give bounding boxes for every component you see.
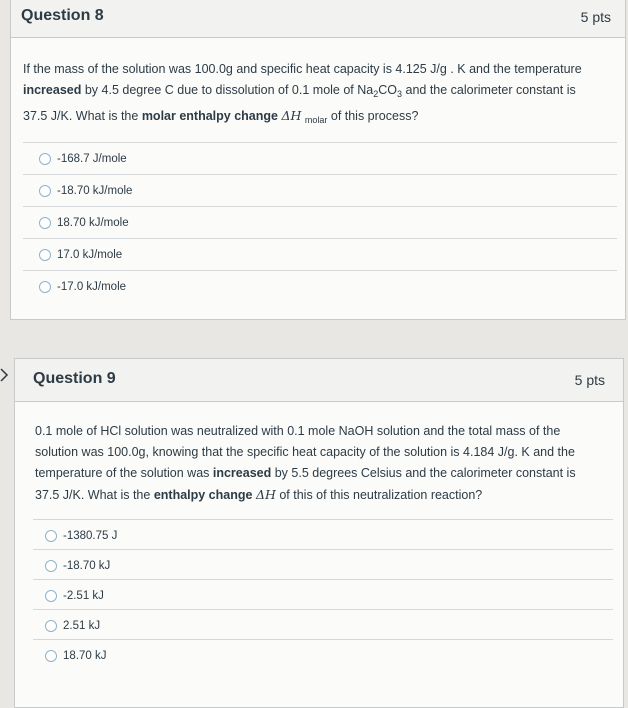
answer-label: -18.70 kJ xyxy=(63,559,111,572)
radio-button[interactable] xyxy=(45,590,57,602)
question-marker-icon xyxy=(0,368,10,382)
answer-label: -1380.75 J xyxy=(63,529,118,542)
answer-option[interactable] xyxy=(23,270,617,302)
question-8-header xyxy=(11,0,625,38)
radio-button[interactable] xyxy=(39,249,51,261)
answer-option[interactable] xyxy=(33,549,613,581)
radio-button[interactable] xyxy=(45,560,57,572)
answer-label: 2.51 kJ xyxy=(63,619,101,632)
answer-option[interactable] xyxy=(33,639,613,671)
answer-option[interactable] xyxy=(23,238,617,270)
answer-label: -18.70 kJ/mole xyxy=(57,184,133,197)
question-9-card xyxy=(14,358,624,708)
answer-option[interactable] xyxy=(33,579,613,611)
radio-button[interactable] xyxy=(45,650,57,662)
radio-button[interactable] xyxy=(45,530,57,542)
question-8-text: If the mass of the solution was 100.0g and specific heat capacity is 4.125 J/g . K and the temperature increased by 4.5 degree C due to dissolution of 0.1 mole of $Na_2CO_3$ and the calorimeter constant is 37.5 J/K. What is the molar enthalpy change ΔH $_{molar}$ of this process? xyxy=(23,62,582,125)
question-9-header xyxy=(15,359,623,402)
delta-h-symbol: ΔH xyxy=(281,108,302,123)
radio-button[interactable] xyxy=(39,153,51,165)
answer-label: 17.0 kJ/mole xyxy=(57,248,123,261)
delta-h-symbol: ΔH xyxy=(255,487,276,502)
answer-label: 18.70 kJ xyxy=(63,649,107,662)
answer-option[interactable] xyxy=(23,174,617,206)
answer-label: -2.51 kJ xyxy=(63,589,104,602)
question-9-points: 5 pts xyxy=(574,372,605,388)
answer-label: -17.0 kJ/mole xyxy=(57,280,127,293)
radio-button[interactable] xyxy=(39,185,51,197)
answer-option[interactable] xyxy=(23,142,617,174)
answer-label: -168.7 J/mole xyxy=(57,152,127,165)
answer-label: 18.70 kJ/mole xyxy=(57,216,129,229)
answer-option[interactable] xyxy=(23,206,617,238)
answer-option[interactable] xyxy=(33,609,613,641)
question-9-title: Question 9 xyxy=(33,370,116,387)
question-8-title: Question 8 xyxy=(21,7,104,24)
radio-button[interactable] xyxy=(39,217,51,229)
question-8-points: 5 pts xyxy=(580,9,611,25)
question-8-card xyxy=(10,0,626,320)
answer-option[interactable] xyxy=(33,519,613,551)
question-9-text: 0.1 mole of HCl solution was neutralized with 0.1 mole NaOH solution and the total mass of the solution was 100.0g, knowing that the specific heat capacity of the solution is 4.184 J/g. K and the temperature of the solution was increased by 5.5 degrees Celsius and the calorimeter constant is 37.5 J/K. What is the enthalpy change ΔH of this of this neutralization reaction? xyxy=(35,424,576,502)
radio-button[interactable] xyxy=(39,281,51,293)
radio-button[interactable] xyxy=(45,620,57,632)
